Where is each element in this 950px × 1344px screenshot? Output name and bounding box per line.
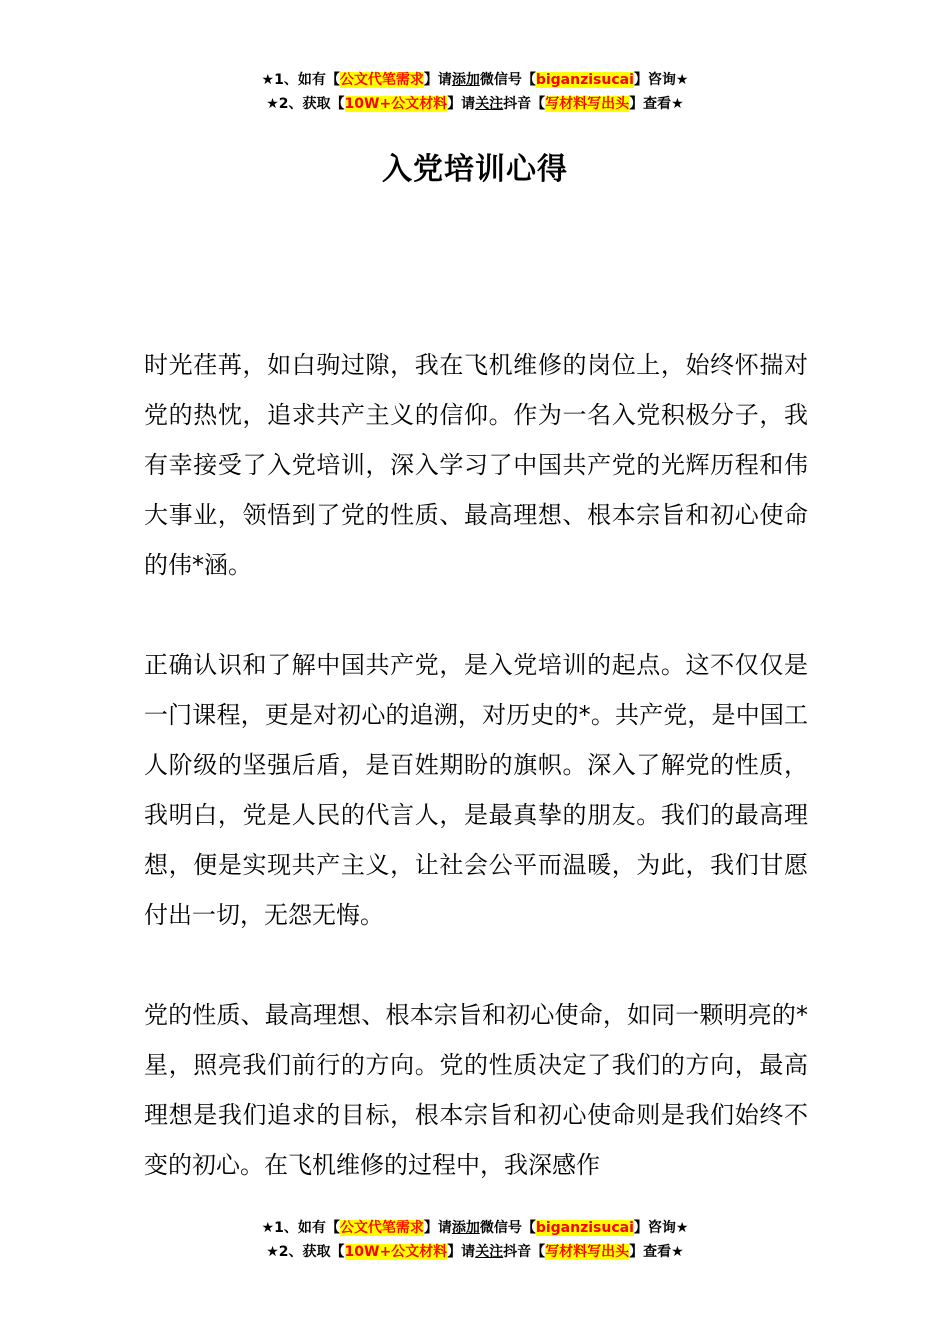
- banner-text: 】请: [423, 1220, 452, 1236]
- banner-line-1: [0, 68, 950, 92]
- banner-text: 微信号【: [479, 72, 536, 88]
- banner-text: 抖音【: [503, 96, 546, 112]
- banner-text: 】请: [423, 72, 452, 88]
- banner-text: ★2、获取【: [266, 1244, 345, 1260]
- footer-banner: [0, 1216, 950, 1264]
- banner-line-2: [0, 92, 950, 116]
- banner-text: 抖音【: [503, 1244, 546, 1260]
- banner-highlight: biganzisucai: [535, 72, 634, 88]
- banner-text: 】咨询★: [633, 72, 689, 88]
- paragraph: 党的性质、最高理想、根本宗旨和初心使命，如同一颗明亮的*星，照亮我们前行的方向。党的性质决定了我们的方向，最高理想是我们追求的目标，根本宗旨和初心使命则是我们始终不变的初心。在飞机维修的过程中，我深感作: [144, 1001, 808, 1179]
- banner-text: ★1、如有【: [261, 72, 340, 88]
- banner-highlight: 写材料写出头: [545, 1244, 630, 1260]
- banner-text: 】查看★: [629, 96, 684, 112]
- document-title: 入党培训心得: [382, 152, 568, 187]
- banner-underline: 关注: [475, 96, 504, 112]
- paragraph: 时光荏苒，如白驹过隙，我在飞机维修的岗位上，始终怀揣对党的热忱，追求共产主义的信仰。作为一名入党积极分子，我有幸接受了入党培训，深入学习了中国共产党的光辉历程和伟大事业，领悟到了党的性质、最高理想、根本宗旨和初心使命的伟*涵。: [144, 351, 808, 579]
- banner-highlight: biganzisucai: [535, 1220, 634, 1236]
- banner-underline: 添加: [451, 72, 480, 88]
- banner-text: ★2、获取【: [266, 96, 345, 112]
- banner-highlight: 10W+公文材料: [344, 96, 448, 112]
- header-banner: [0, 68, 950, 116]
- banner-highlight: 10W+公文材料: [344, 1244, 448, 1260]
- banner-highlight: 写材料写出头: [545, 96, 630, 112]
- banner-underline: 添加: [451, 1220, 480, 1236]
- paragraph: 正确认识和了解中国共产党，是入党培训的起点。这不仅仅是一门课程，更是对初心的追溯，对历史的*。共产党，是中国工人阶级的坚强后盾，是百姓期盼的旗帜。深入了解党的性质，我明白，党是人民的代言人，是最真挚的朋友。我们的最高理想，便是实现共产主义，让社会公平而温暖，为此，我们甘愿付出一切，无怨无悔。: [144, 651, 808, 929]
- banner-underline: 关注: [475, 1244, 504, 1260]
- banner-text: 微信号【: [479, 1220, 536, 1236]
- banner-text: 】请: [447, 1244, 476, 1260]
- banner-text: ★1、如有【: [261, 1220, 340, 1236]
- banner-highlight: 公文代笔需求: [339, 1220, 424, 1236]
- banner-line-2: [0, 1240, 950, 1264]
- banner-highlight: 公文代笔需求: [339, 72, 424, 88]
- banner-text: 】请: [447, 96, 476, 112]
- banner-text: 】咨询★: [633, 1220, 689, 1236]
- document-body: [144, 340, 808, 1240]
- banner-text: 】查看★: [629, 1244, 684, 1260]
- banner-line-1: [0, 1216, 950, 1240]
